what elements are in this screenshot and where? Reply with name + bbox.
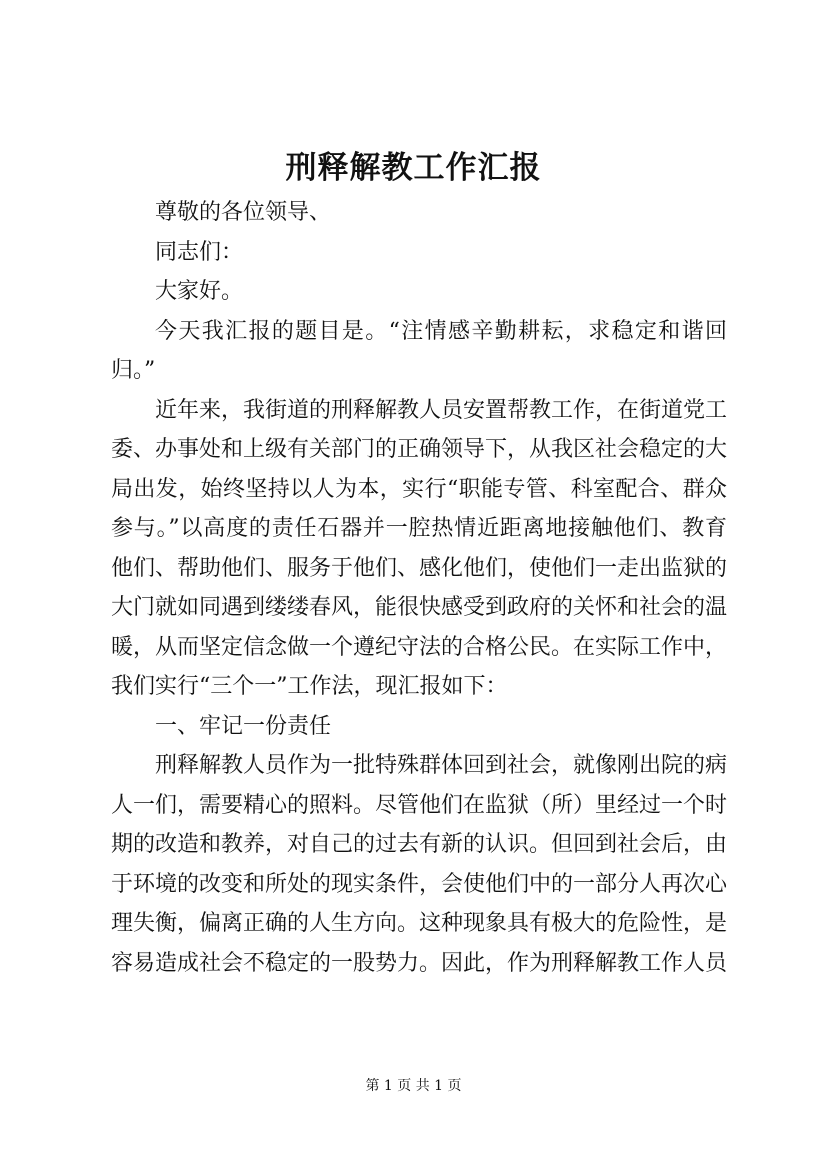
paragraph-greeting: 大家好。 <box>155 279 244 304</box>
page-footer: 第 1 页 共 1 页 <box>365 1078 462 1094</box>
document-title: 刑释解教工作汇报 <box>285 150 542 186</box>
paragraph-section-1: 刑释解教人员作为一批特殊群体回到社会，就像刚出院的病人一们，需要精心的照料。尽管他们在监狱（所）里经过一个时期的改造和教养，对自己的过去有新的认识。但回到社会后，由于环境的改变和所处的现实条件，会使他们中的一部分人再次心理失衡，偏离正确的人生方向。这种现象具有极大的危险性，是容易造成社会不稳定的一股势力。因此，作为刑释解教工作人员 <box>111 753 728 976</box>
paragraph-salutation-1: 尊敬的各位领导、 <box>155 200 332 225</box>
paragraph-introduction: 近年来，我街道的刑释解教人员安置帮教工作，在街道党工委、办事处和上级有关部门的正确领导下，从我区社会稳定的大局出发，始终坚持以人为本，实行“职能专管、科室配合、群众参与。”以高度的责任石器并一腔热情近距离地接触他们、教育他们、帮助他们、服务于他们、感化他们，使他们一走出监狱的大门就如同遇到缕缕春风，能很快感受到政府的关怀和社会的温暖，从而坚定信念做一个遵纪守法的合格公民。在实际工作中，我们实行“三个一”工作法，现汇报如下： <box>111 397 728 699</box>
paragraph-topic: 今天我汇报的题目是。“注情感辛勤耕耘，求稳定和谐回归。” <box>111 318 727 383</box>
document-body <box>111 193 727 983</box>
paragraph-salutation-2: 同志们： <box>155 239 244 265</box>
section-heading-1: 一、牢记一份责任 <box>155 713 332 739</box>
